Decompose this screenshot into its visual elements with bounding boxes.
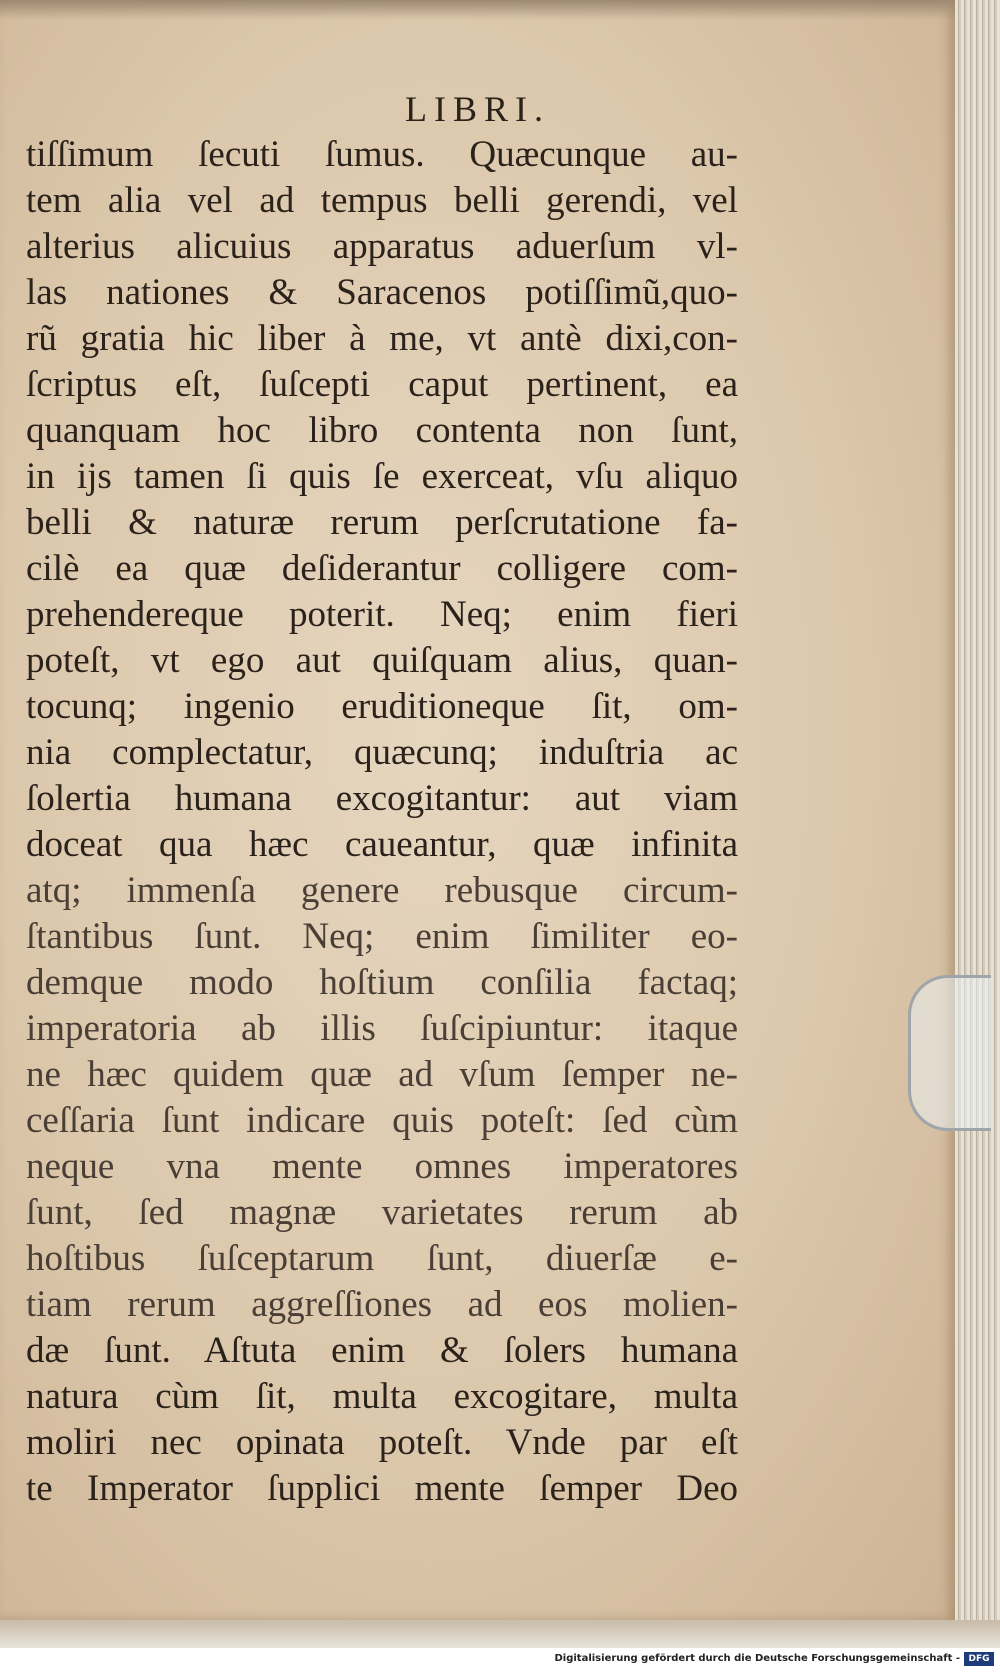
dfg-logo-icon: DFG <box>964 1652 994 1666</box>
text-line: tem alia vel ad tempus belli gerendi, vel <box>26 180 738 221</box>
text-line: cilè ea quæ deſiderantur colligere com- <box>26 548 738 589</box>
text-line: ceſſaria ſunt indicare quis poteſt: ſed cùm <box>26 1100 738 1141</box>
text-line: natura cùm ſit, multa excogitare, multa <box>26 1376 738 1417</box>
text-line: atq; immenſa genere rebusque circum- <box>26 870 738 911</box>
text-line: tocunq; ingenio eruditioneque ſit, om- <box>26 686 738 727</box>
text-line: ſolertia humana excogitantur: aut viam <box>26 778 738 819</box>
text-line: hoſtibus ſuſceptarum ſunt, diuerſæ e- <box>26 1238 738 1279</box>
running-header: LIBRI. <box>405 89 550 129</box>
text-line: alterius alicuius apparatus aduerſum vl- <box>26 226 738 267</box>
text-line: rũ gratia hic liber à me, vt antè dixi,con- <box>26 318 738 359</box>
page-top-shadow <box>0 0 955 20</box>
book-bottom-edge <box>0 1620 1000 1648</box>
text-line: neque vna mente omnes imperatores <box>26 1146 738 1187</box>
text-line: ſunt, ſed magnæ varietates rerum ab <box>26 1192 738 1233</box>
text-line: quanquam hoc libro contenta non ſunt, <box>26 410 738 451</box>
text-line: ſtantibus ſunt. Neq; enim ſimiliter eo- <box>26 916 738 957</box>
text-line: moliri nec opinata poteſt. Vnde par eſt <box>26 1422 738 1463</box>
text-line: te Imperator ſupplici mente ſemper Deo <box>26 1468 738 1509</box>
book-fore-edge <box>955 0 1000 1648</box>
body-text <box>26 132 738 1512</box>
text-line: tiſſimum ſecuti ſumus. Quæcunque au- <box>26 134 738 175</box>
text-line: belli & naturæ rerum perſcrutatione fa- <box>26 502 738 543</box>
text-line: las nationes & Saracenos potiſſimũ,quo- <box>26 272 738 313</box>
footer-credit: Digitalisierung gefördert durch die Deutsche Forschungsgemeinschaft - <box>554 1653 960 1664</box>
digitization-footer <box>0 1648 1000 1673</box>
text-line: nia complectatur, quæcunq; induſtria ac <box>26 732 738 773</box>
text-line: ſcriptus eſt, ſuſcepti caput pertinent, ea <box>26 364 738 405</box>
text-line: demque modo hoſtium conſilia factaq; <box>26 962 738 1003</box>
text-line: tiam rerum aggreſſiones ad eos molien- <box>26 1284 738 1325</box>
book-clasp <box>908 975 991 1131</box>
text-line: doceat qua hæc caueantur, quæ infinita <box>26 824 738 865</box>
text-line: in ijs tamen ſi quis ſe exerceat, vſu aliquo <box>26 456 738 497</box>
text-line: ne hæc quidem quæ ad vſum ſemper ne- <box>26 1054 738 1095</box>
text-line: poteſt, vt ego aut quiſquam alius, quan- <box>26 640 738 681</box>
text-line: imperatoria ab illis ſuſcipiuntur: itaque <box>26 1008 738 1049</box>
text-line: prehendereque poterit. Neq; enim fieri <box>26 594 738 635</box>
text-line: dæ ſunt. Aſtuta enim & ſolers humana <box>26 1330 738 1371</box>
